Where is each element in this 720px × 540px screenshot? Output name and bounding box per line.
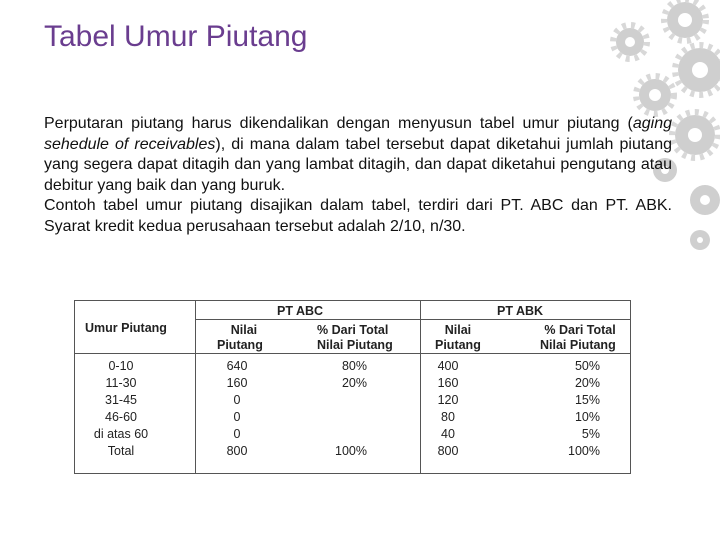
table-cell-abk-pct: 10%	[574, 410, 600, 424]
sub-header-pct-abk: % Dari Total Nilai Piutang	[540, 323, 616, 352]
sub-header-pct-abc: % Dari Total Nilai Piutang	[317, 323, 393, 352]
table-cell-abk-pct: 50%	[574, 359, 600, 373]
table-cell-abc-nilai: 640	[226, 359, 248, 373]
table-cell-abc-nilai: 0	[233, 410, 241, 424]
table-cell-abk-pct: 15%	[574, 393, 600, 407]
sub-header-nilai-abc: Nilai Piutang	[217, 323, 263, 352]
paragraph-aging: Perputaran piutang harus dikendalikan dengan menyusun tabel umur piutang (aging sehedule of receivables), di mana dalam tabel tersebut dapat diketahui jumlah piutang yang segera dapat ditagih dan yang lambat ditagih, dan dapat diketahui pengutang atau debitur yang baik dan yang buruk.	[44, 115, 673, 194]
col-header-umur: Umur Piutang	[85, 321, 167, 335]
table-cell-abc-nilai: 800	[226, 444, 248, 458]
table-cell-abc-pct: 20%	[341, 376, 367, 390]
table-cell-abk-nilai: 80	[441, 410, 455, 424]
table-cell-umur: 31-45	[105, 393, 137, 407]
table-cell-abk-nilai: 400	[437, 359, 459, 373]
table-cell-abk-nilai: 120	[437, 393, 459, 407]
table-cell-abk-pct: 5%	[581, 427, 600, 441]
table-cell-umur: 11-30	[105, 376, 137, 390]
table-cell-abc-nilai: 0	[233, 393, 241, 407]
page-title: Tabel Umur Piutang	[44, 20, 308, 53]
group-header-abc: PT ABC	[277, 304, 324, 318]
table-cell-abk-nilai: 160	[437, 376, 459, 390]
table-cell-abc-pct: 80%	[341, 359, 367, 373]
aging-table-image	[66, 294, 651, 484]
table-cell-abk-pct: 20%	[574, 376, 600, 390]
table-cell-umur: di atas 60	[93, 427, 149, 441]
table-cell-abc-pct: 100%	[335, 444, 367, 458]
table-cell-abk-nilai: 800	[437, 444, 459, 458]
body-text	[44, 114, 672, 237]
paragraph-example: Contoh tabel umur piutang disajikan dalam tabel, terdiri dari PT. ABC dan PT. ABK. Syarat kredit kedua perusahaan tersebut adalah 2/10, n/30.	[44, 197, 672, 235]
aging-table	[74, 300, 631, 474]
table-cell-umur: Total	[107, 444, 135, 458]
table-cell-abc-nilai: 0	[233, 427, 241, 441]
table-cell-umur: 0-10	[108, 359, 134, 373]
table-cell-abk-pct: 100%	[568, 444, 600, 458]
table-cell-umur: 46-60	[105, 410, 137, 424]
group-header-abk: PT ABK	[497, 304, 544, 318]
table-cell-abc-nilai: 160	[226, 376, 248, 390]
sub-header-nilai-abk: Nilai Piutang	[435, 323, 481, 352]
table-cell-abk-nilai: 40	[441, 427, 455, 441]
